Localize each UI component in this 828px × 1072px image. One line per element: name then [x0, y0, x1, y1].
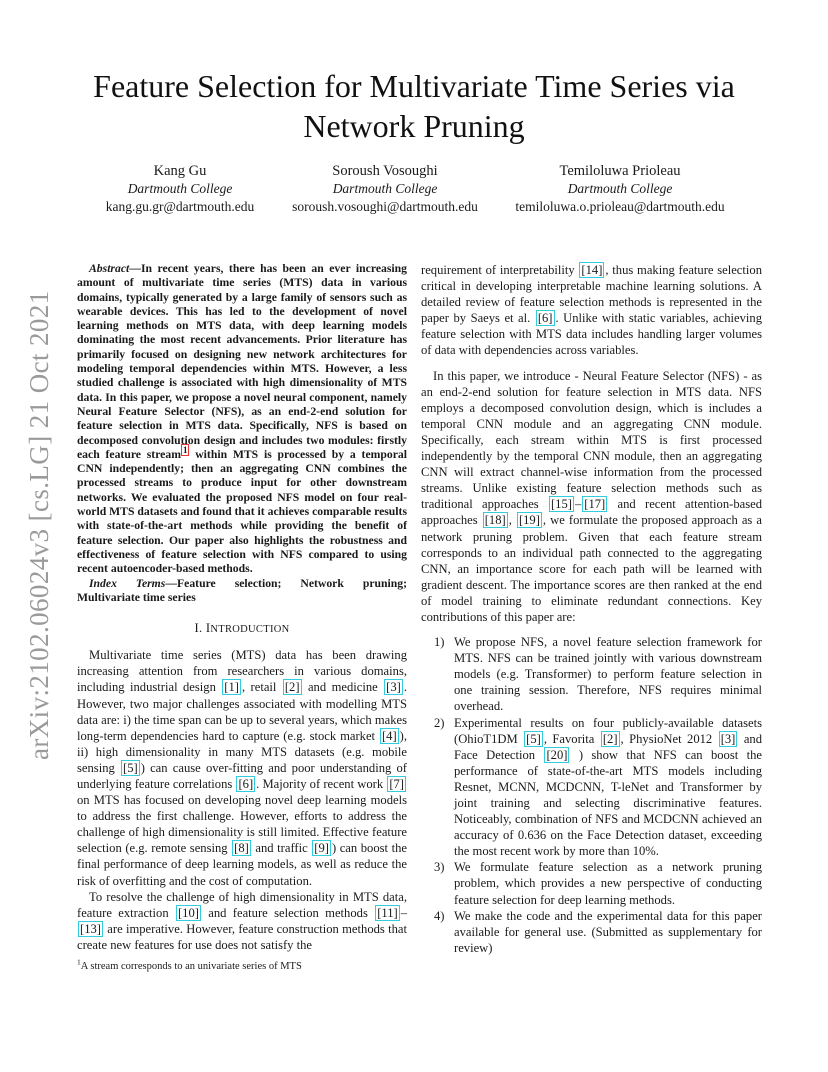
citation-link[interactable]: [1]: [224, 680, 239, 695]
left-column: [77, 262, 407, 953]
section-numeral: I.: [194, 621, 203, 636]
author-name: Soroush Vosoughi: [332, 163, 438, 179]
author-email: kang.gu.gr@dartmouth.edu: [105, 199, 255, 214]
section-rest: NTRODUCTION: [210, 624, 290, 636]
footnote-link[interactable]: 1: [182, 444, 188, 455]
citation-link[interactable]: [11]: [377, 905, 398, 920]
author-name: Kang Gu: [153, 163, 207, 179]
list-item-text: We propose NFS, a novel feature selection framework for MTS. NFS can be trained jointly with various downstream models (e.g. Transformer) to perform feature selection in one training session. Therefore, NFS requires minimal overhead.: [454, 635, 762, 714]
intro-paragraph-1: Multivariate time series (MTS) data has been drawing increasing attention from researchers in various domains, including industrial design [1] , retail [2] and medicine [3] . However, two major challenges associated with modelling MTS data are: i) the time span can be up to several years, which makes long-term dependencies hard to capture (e.g. stock market [4] ), ii) high dimensionality in many MTS datasets (e.g. mobile sensing [5] ) can cause over-fitting and poor understanding of underlying feature correlations [6] . Majority of recent work [7] on MTS has focused on developing novel deep learning models to address the first challenge. However, efforts to address the challenge of high dimensionality is still limited. Effective feature selection (e.g. remote sensing [8] and traffic [9] ) can boost the final performance of deep learning models, as well as reduce the risk of overfitting and the cost of computation.: [77, 648, 407, 888]
citation-link[interactable]: [7]: [389, 776, 404, 791]
citation-link[interactable]: [5]: [123, 760, 138, 775]
list-item: [421, 908, 762, 956]
list-item-text: We formulate feature selection as a network pruning problem, which provides a new perspective of conducting feature selection for deep learning methods.: [454, 860, 762, 907]
author-block: [280, 162, 490, 216]
body-paragraph-continued: requirement of interpretability [14] , thus making feature selection critical in developing interpretable machine learning solutions. A detailed review of feature selection methods is represented in the paper by Saeys et al. [6] . Unlike with static variables, achieving feature selection with MTS data includes handling larger volumes of data with dependencies across variables.: [421, 263, 762, 358]
list-item-number: 1): [434, 635, 445, 650]
author-affiliation: Dartmouth College: [127, 181, 233, 196]
footnote: [77, 957, 407, 973]
abstract-text-cont: within MTS is processed by a temporal CNN independently; then an aggregating CNN combines the processed streams to produce input for other downstream networks. We evaluated the proposed NFS model on four real-world MTS datasets and found that it achieves comparable results with state-of-the-art methods while providing the benefit of feature selection. Our paper also highlights the robustness and effectiveness of feature selection with NFS compared to using recent autoencoder-based methods.: [77, 447, 407, 576]
footnote-mark: 1: [77, 957, 81, 967]
author-email: temiloluwa.o.prioleau@dartmouth.edu: [515, 199, 725, 214]
author-block: [80, 162, 280, 216]
author-affiliation: Dartmouth College: [332, 181, 438, 196]
abstract-lead: Abstract: [89, 262, 130, 275]
list-item: [421, 634, 762, 714]
citation-link[interactable]: [2]: [602, 731, 618, 746]
list-item: 2) Experimental results on four publicly-available datasets (OhioT1DM [5] , Favorita [2] , PhysioNet 2012 [3] and Face Detection [20] ) show that NFS can boost the performance of state-of-the-art MTS models including Resnet, MCNN, MCDCNN, T-leNet and Transformer by joint training and selecting discriminative features. Noticeably, combination of NFS and MCDCNN achieved an accuracy of 0.636 on the Face Detection dataset, exceeding the most recent work by more than 10%.: [434, 715, 763, 859]
index-terms-lead: Index Terms: [89, 576, 166, 590]
author-name: Temiloluwa Prioleau: [559, 163, 681, 179]
paper-title: Feature Selection for Multivariate Time Series via Network Pruning: [93, 68, 735, 144]
body-paragraph-nfs: In this paper, we introduce - Neural Feature Selector (NFS) - as an end-2-end solution for feature selection in MTS data. NFS employs a decomposed convolution design, which is includes a temporal CNN module and an aggregating CNN module. Specifically, each stream within MTS is first processed independently by the temporal CNN module, then an aggregating CNN will extract channel-wise information from the processed streams. Unlike existing feature selection methods such as traditional approaches [15] – [17] and recent attention-based approaches [18] , [19] , we formulate the proposed approach as a network pruning problem. Given that each feature stream corresponds to an individual path connected to the aggregating CNN, an importance score for each path will be learned with gradient descent. The importance scores are then ranked at the end of model training to eliminate redundant connections. Key contributions of this paper are:: [421, 368, 762, 624]
list-item-number: 2): [434, 715, 445, 730]
citation-link[interactable]: [18]: [484, 513, 506, 528]
abstract: [77, 262, 407, 577]
list-item-number: 3): [434, 860, 445, 875]
list-item-text: We make the code and the experimental data for this paper available for general use. (Submitted as supplementary for review): [454, 908, 762, 955]
author-affiliation: Dartmouth College: [567, 181, 673, 196]
abstract-text: —In recent years, there has been an ever increasing amount of multivariate time series (MTS) data in various domains, typically generated by a large family of sensors such as wearable devices. This has led to the development of novel learning methods on MTS data, with deep learning models dominating the most recent advancements. Prior literature has primarily focused on designing new network architectures for modeling temporal dependencies within MTS. However, a less studied challenge is associated with high dimensionality of MTS data. In this paper, we propose a novel neural component, namely Neural Feature Selector (NFS), as an end-2-end solution for feature selection in MTS data. Specifically, NFS is based on decomposed convolution design and includes two modules: firstly each feature stream: [77, 262, 407, 461]
citation-link[interactable]: [3]: [720, 731, 736, 746]
citation-link[interactable]: [6]: [238, 776, 254, 791]
footnote-text: A stream corresponds to an univariate series of MTS: [80, 961, 302, 972]
contribution-list: [421, 634, 762, 956]
citation-link[interactable]: [2]: [284, 680, 300, 695]
intro-paragraph-2: To resolve the challenge of high dimensionality in MTS data, feature extraction [10] and feature selection methods [11] –[13] are imperative. However, feature construction methods that create new features for use does not satisfy the: [77, 889, 407, 952]
section-initial: I: [205, 621, 211, 636]
citation-link[interactable]: [15]: [550, 497, 572, 512]
section-heading: [77, 620, 407, 638]
citation-link[interactable]: [13]: [80, 921, 101, 936]
citation-link[interactable]: [14]: [581, 263, 603, 277]
citation-link[interactable]: [9]: [314, 841, 329, 856]
citation-link[interactable]: [3]: [386, 680, 401, 695]
citation-link[interactable]: [4]: [381, 728, 397, 743]
index-terms: [77, 577, 407, 606]
author-block: [500, 162, 740, 216]
citation-link[interactable]: [6]: [537, 311, 553, 326]
citation-link[interactable]: [8]: [234, 841, 249, 856]
citation-link[interactable]: [20]: [546, 747, 568, 762]
citation-link[interactable]: [10]: [177, 905, 199, 920]
right-column: [421, 262, 762, 956]
arxiv-identifier: arXiv:2102.06024v3 [cs.LG] 21 Oct 2021: [24, 290, 54, 760]
citation-link[interactable]: [17]: [584, 497, 606, 512]
citation-link[interactable]: [5]: [526, 731, 541, 746]
list-item-number: 4): [434, 908, 445, 923]
index-terms-text: —Feature selection; Network pruning; Multivariate time series: [77, 576, 407, 604]
citation-link[interactable]: [19]: [518, 513, 540, 528]
author-email: soroush.vosoughi@dartmouth.edu: [292, 199, 478, 214]
list-item: [421, 859, 762, 907]
